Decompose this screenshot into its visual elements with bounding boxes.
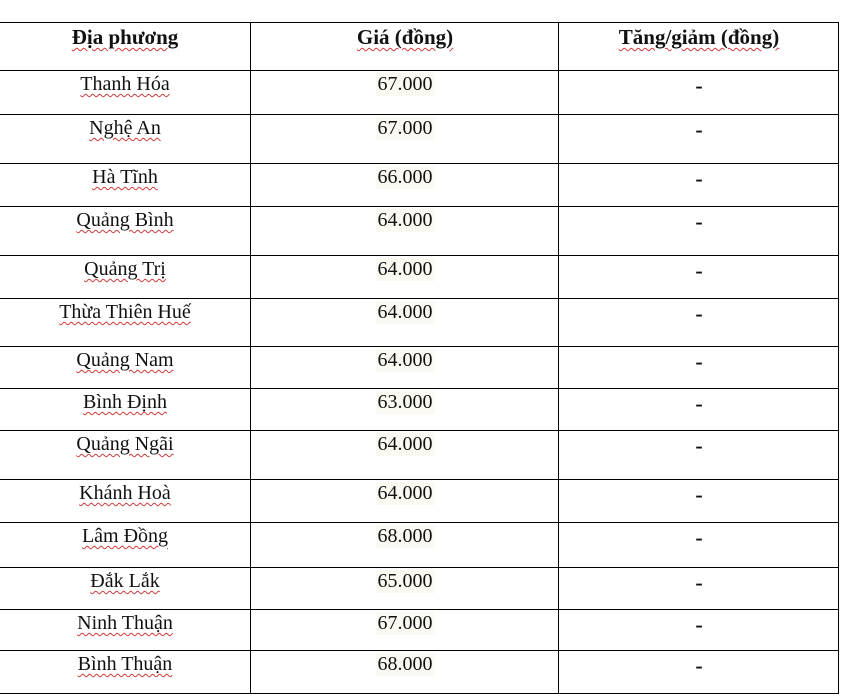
- place-cell: Quảng Ngãi: [76, 433, 174, 455]
- price-cell: 64.000: [377, 482, 433, 504]
- price-cell: 66.000: [377, 166, 433, 188]
- change-cell: -: [695, 391, 703, 416]
- table-row: [0, 255, 838, 298]
- change-cell: -: [695, 258, 703, 283]
- price-cell: 67.000: [377, 73, 433, 95]
- table-row: [0, 346, 838, 388]
- price-cell: 64.000: [377, 209, 433, 231]
- place-cell: Bình Thuận: [77, 653, 173, 675]
- table-row: [0, 522, 838, 567]
- change-cell: -: [695, 482, 703, 507]
- change-cell: -: [695, 73, 703, 98]
- table-row: [0, 206, 838, 255]
- price-cell: 68.000: [377, 653, 433, 675]
- change-cell: -: [695, 166, 703, 191]
- table-row: [0, 388, 838, 430]
- price-cell: 67.000: [377, 117, 433, 139]
- table-row: [0, 298, 838, 346]
- header-place: Địa phương: [71, 25, 179, 49]
- table-row: [0, 70, 838, 114]
- price-cell: 68.000: [377, 525, 433, 547]
- table-row: [0, 114, 838, 163]
- change-cell: -: [695, 117, 703, 142]
- price-cell: 67.000: [377, 612, 433, 634]
- table-row: [0, 567, 838, 609]
- header-change: Tăng/giảm (đồng): [558, 22, 839, 70]
- place-cell: Thanh Hóa: [80, 73, 170, 95]
- change-cell: -: [695, 301, 703, 326]
- change-cell: -: [695, 349, 703, 374]
- price-cell: 64.000: [377, 433, 433, 455]
- table-row: [0, 430, 838, 479]
- table-row: [0, 479, 838, 522]
- place-cell: Quảng Bình: [76, 209, 174, 231]
- table-row: [0, 163, 838, 206]
- table-row: [0, 650, 838, 694]
- header-price: Giá (đồng): [250, 22, 559, 70]
- table-row: [0, 609, 838, 650]
- place-cell: Lâm Đồng: [81, 525, 169, 547]
- price-cell: 63.000: [377, 391, 433, 413]
- place-cell: Khánh Hoà: [79, 482, 171, 504]
- place-cell: Quảng Trị: [84, 258, 166, 280]
- change-cell: -: [695, 433, 703, 458]
- price-cell: 65.000: [377, 570, 433, 592]
- change-cell: -: [695, 653, 703, 678]
- place-cell: Ninh Thuận: [77, 612, 173, 634]
- change-cell: -: [695, 570, 703, 595]
- place-cell: Nghệ An: [89, 117, 161, 139]
- price-cell: 64.000: [377, 301, 433, 323]
- place-cell: Thừa Thiên Huế: [59, 301, 191, 323]
- price-table: [0, 22, 839, 694]
- table-header-row: [0, 22, 838, 70]
- place-cell: Bình Định: [83, 391, 167, 413]
- price-cell: 64.000: [377, 349, 433, 371]
- change-cell: -: [695, 525, 703, 550]
- price-cell: 64.000: [377, 258, 433, 280]
- place-cell: Hà Tĩnh: [92, 166, 158, 188]
- change-cell: -: [695, 612, 703, 637]
- change-cell: -: [695, 209, 703, 234]
- place-cell: Đắk Lắk: [90, 570, 160, 592]
- place-cell: Quảng Nam: [76, 349, 174, 371]
